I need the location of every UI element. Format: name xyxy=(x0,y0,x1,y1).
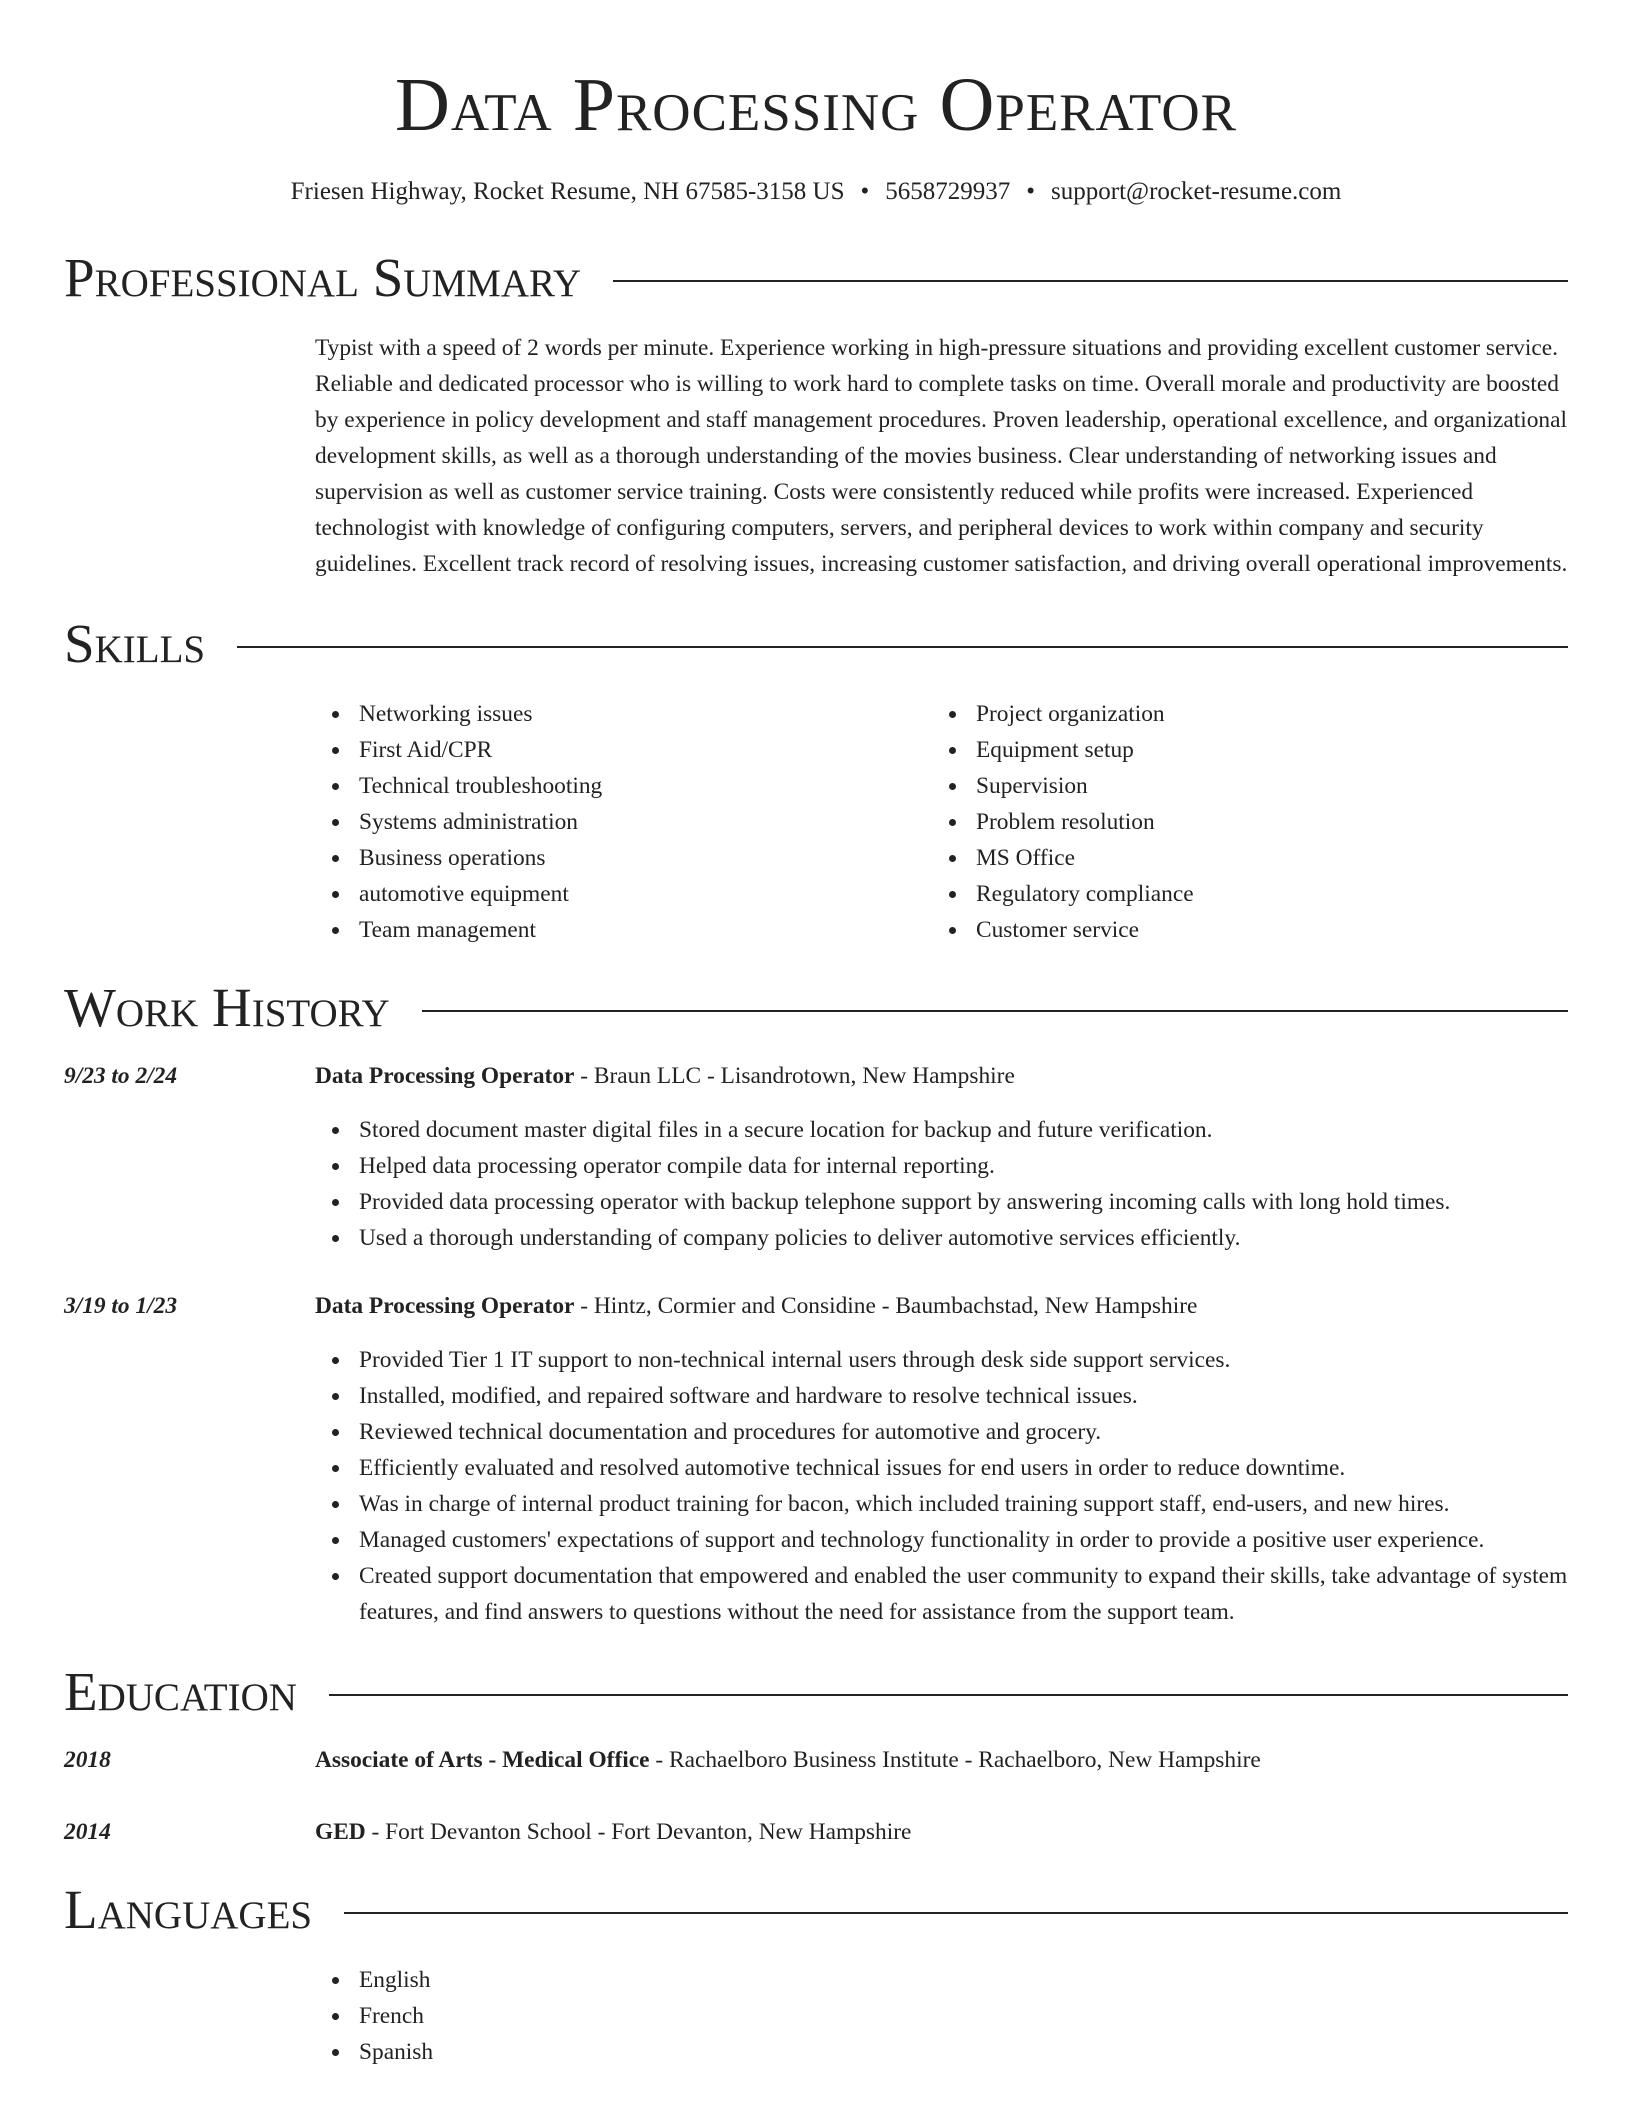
skills-column-left xyxy=(315,696,887,948)
skill-item: Networking issues xyxy=(359,696,887,732)
language-bullets xyxy=(315,1962,1568,2070)
languages-section xyxy=(64,1880,1568,2070)
job-bullet: Reviewed technical documentation and procedures for automotive and grocery. xyxy=(359,1414,1568,1450)
job-bullet: Created support documentation that empowered and enabled the user community to expand their skills, take advantage of system features, and find answers to questions without the need for assistance from the support team. xyxy=(359,1558,1568,1630)
job-bullet: Helped data processing operator compile data for internal reporting. xyxy=(359,1148,1568,1184)
job-dates: 9/23 to 2/24 xyxy=(64,1063,178,1089)
skill-item: Supervision xyxy=(976,768,1504,804)
section-title: Languages xyxy=(64,1879,313,1940)
contact-separator: • xyxy=(1026,178,1036,205)
skill-item: Regulatory compliance xyxy=(976,876,1504,912)
job-bullet: Provided Tier 1 IT support to non-technical internal users through desk side support services. xyxy=(359,1342,1568,1378)
education-section xyxy=(64,1662,1568,1850)
job-entry xyxy=(64,1058,1568,1256)
skill-item: Team management xyxy=(359,912,887,948)
education-year: 2014 xyxy=(64,1819,111,1845)
job-bullet: Used a thorough understanding of company policies to deliver automotive services efficiently. xyxy=(359,1220,1568,1256)
education-entry xyxy=(64,1814,1568,1850)
job-role: Data Processing Operator xyxy=(315,1063,575,1089)
summary-section xyxy=(64,248,1568,582)
section-title: Education xyxy=(64,1661,297,1722)
job-body xyxy=(315,1288,1568,1630)
job-title-line xyxy=(315,1288,1568,1324)
education-school: - Rachaelboro Business Institute - Rachaelboro, New Hampshire xyxy=(649,1747,1261,1773)
skills-heading xyxy=(64,614,1568,674)
work-history-heading xyxy=(64,978,1568,1038)
education-school: - Fort Devanton School - Fort Devanton, New Hampshire xyxy=(365,1819,912,1845)
summary-heading xyxy=(64,248,1568,308)
contact-phone: 5658729937 xyxy=(885,178,1011,205)
contact-address: Friesen Highway, Rocket Resume, NH 67585-3158 US xyxy=(290,178,845,205)
section-title: Professional Summary xyxy=(64,247,582,308)
job-title-line xyxy=(315,1058,1568,1094)
contact-line xyxy=(64,176,1568,208)
education-title-line xyxy=(315,1742,1568,1778)
education-heading xyxy=(64,1662,1568,1722)
skill-item: Project organization xyxy=(976,696,1504,732)
job-company: - Hintz, Cormier and Considine - Baumbachstad, New Hampshire xyxy=(574,1293,1198,1319)
section-title: Work History xyxy=(64,977,390,1038)
skill-item: Equipment setup xyxy=(976,732,1504,768)
job-bullets xyxy=(315,1112,1568,1256)
job-dates: 3/19 to 1/23 xyxy=(64,1293,178,1319)
skills-list xyxy=(315,696,1568,948)
education-degree: Associate of Arts - Medical Office xyxy=(315,1747,650,1773)
job-bullet: Was in charge of internal product training for bacon, which included training support staff, end-users, and new hires. xyxy=(359,1486,1568,1522)
education-entry xyxy=(64,1742,1568,1778)
skill-item: Systems administration xyxy=(359,804,887,840)
job-bullet: Provided data processing operator with backup telephone support by answering incoming calls with long hold times. xyxy=(359,1184,1568,1220)
language-item: Spanish xyxy=(359,2034,1568,2070)
job-bullet: Managed customers' expectations of support and technology functionality in order to provide a positive user experience. xyxy=(359,1522,1568,1558)
job-company: - Braun LLC - Lisandrotown, New Hampshire xyxy=(574,1063,1015,1089)
education-degree: GED xyxy=(315,1819,366,1845)
skill-item: First Aid/CPR xyxy=(359,732,887,768)
work-history-section xyxy=(64,978,1568,1630)
skill-item: Business operations xyxy=(359,840,887,876)
resume-name: Data Processing Operator xyxy=(395,63,1237,147)
skill-item: automotive equipment xyxy=(359,876,887,912)
job-role: Data Processing Operator xyxy=(315,1293,575,1319)
skills-section xyxy=(64,614,1568,948)
education-body xyxy=(315,1742,1568,1778)
section-divider xyxy=(237,646,1568,648)
languages-heading xyxy=(64,1880,1568,1940)
skill-item: Problem resolution xyxy=(976,804,1504,840)
job-bullet: Stored document master digital files in a secure location for backup and future verification. xyxy=(359,1112,1568,1148)
contact-separator: • xyxy=(860,178,870,205)
job-bullet: Efficiently evaluated and resolved automotive technical issues for end users in order to reduce downtime. xyxy=(359,1450,1568,1486)
language-item: English xyxy=(359,1962,1568,1998)
job-entry xyxy=(64,1288,1568,1630)
skill-item: Technical troubleshooting xyxy=(359,768,887,804)
job-bullet: Installed, modified, and repaired software and hardware to resolve technical issues. xyxy=(359,1378,1568,1414)
summary-text: Typist with a speed of 2 words per minute. Experience working in high-pressure situations and providing excellent customer service. Reliable and dedicated processor who is willing to work hard to complete tasks on time. Overall morale and productivity are boosted by experience in policy development and staff management procedures. Proven leadership, operational excellence, and organizational development skills, as well as a thorough understanding of the movies business. Clear understanding of networking issues and supervision as well as customer service training. Costs were consistently reduced while profits were increased. Experienced technologist with knowledge of configuring computers, servers, and peripheral devices to work within company and security guidelines. Excellent track record of resolving issues, increasing customer satisfaction, and driving overall operational improvements. xyxy=(315,335,1568,577)
education-body xyxy=(315,1814,1568,1850)
education-title-line xyxy=(315,1814,1568,1850)
job-body xyxy=(315,1058,1568,1256)
section-divider xyxy=(344,1912,1568,1914)
language-item: French xyxy=(359,1998,1568,2034)
skills-column-right xyxy=(932,696,1504,948)
education-year: 2018 xyxy=(64,1747,111,1773)
section-title: Skills xyxy=(64,613,206,674)
section-divider xyxy=(613,280,1568,282)
job-bullets xyxy=(315,1342,1568,1630)
skill-item: MS Office xyxy=(976,840,1504,876)
section-divider xyxy=(329,1694,1568,1696)
section-divider xyxy=(422,1010,1568,1012)
skill-item: Customer service xyxy=(976,912,1504,948)
languages-list xyxy=(315,1962,1568,2070)
contact-email[interactable]: support@rocket-resume.com xyxy=(1051,178,1342,205)
